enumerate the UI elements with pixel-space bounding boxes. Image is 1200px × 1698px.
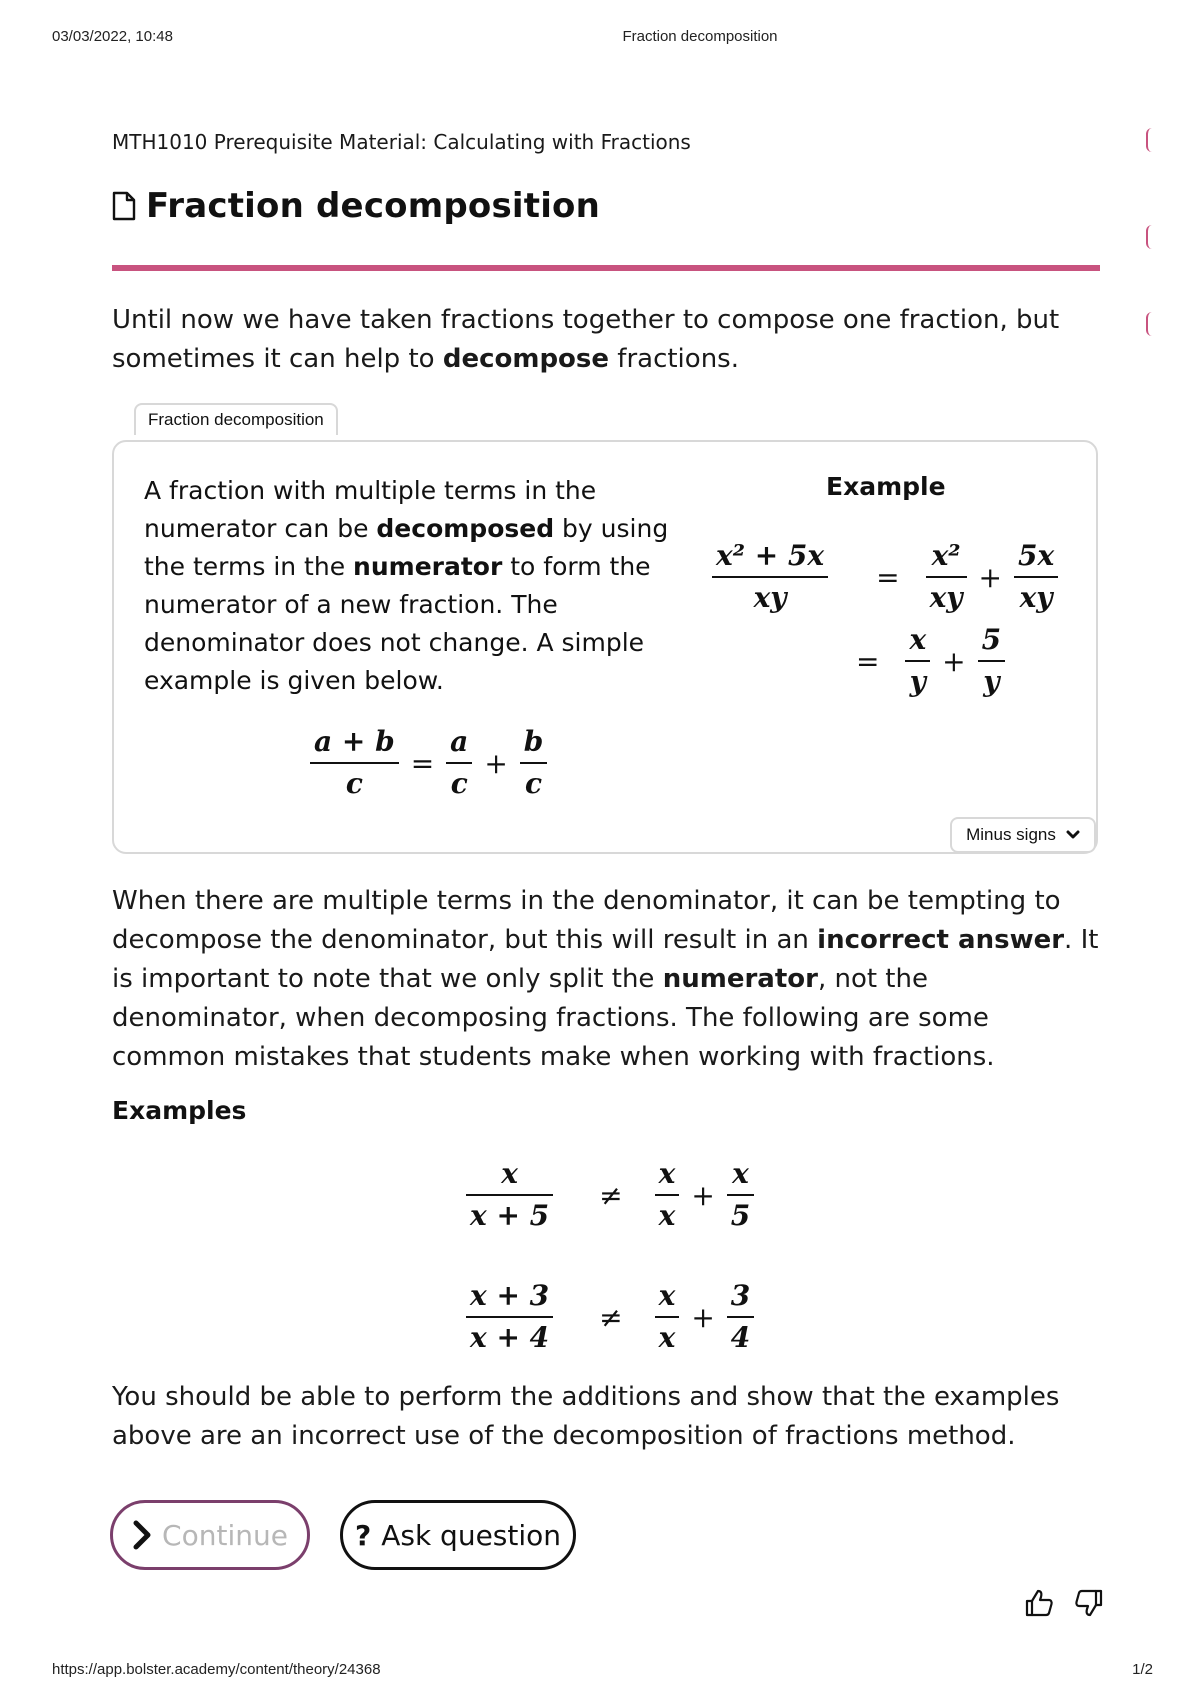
- intro-bold: decompose: [442, 344, 610, 374]
- minus-signs-label: Minus signs: [966, 825, 1056, 844]
- closing-paragraph: You should be able to perform the additions and show that the examples above are an incorrect use of the decomposition of fractions method.: [112, 1382, 1060, 1451]
- ask-question-label: Ask question: [381, 1518, 562, 1552]
- print-doc-title: Fraction decomposition: [622, 28, 778, 45]
- box-tab[interactable]: Fraction decomposition: [134, 403, 338, 435]
- mistake-example-1: $\frac{x}{x + 5}$ ≠ $\frac{x}{x}$ + $\frac{x}{5}$: [462, 1154, 758, 1236]
- example-title: Example: [826, 472, 946, 501]
- thumbs-up-icon[interactable]: [1024, 1588, 1054, 1618]
- print-url: https://app.bolster.academy/content/theory/24368: [52, 1661, 381, 1678]
- course-breadcrumb[interactable]: MTH1010 Prerequisite Material: Calculating with Fractions: [112, 130, 691, 154]
- example-line-1: $\frac{\text{x² + 5x}}{xy}$ = $\frac{\text{x²}}{xy}$ + $\frac{5x}{xy}$: [708, 536, 1062, 618]
- side-marker: [1146, 312, 1154, 336]
- mistake-example-2: $\frac{x + 3}{x + 4}$ ≠ $\frac{x}{x}$ + $\frac{3}{4}$: [462, 1276, 758, 1358]
- page-title: Fraction decomposition: [146, 186, 601, 226]
- box-text: A fraction with multiple terms in the numerator can be decomposed by using the terms in the numerator to form the numerator of a new fraction. The denominator does not change. A simple example is given below.: [144, 476, 669, 695]
- example-line-2: = $\frac{x}{y}$ + $\frac{5}{y}$: [856, 620, 1009, 702]
- continue-button[interactable]: [110, 1500, 310, 1570]
- side-marker: [1146, 128, 1154, 152]
- print-datetime: 03/03/2022, 10:48: [52, 28, 173, 45]
- minus-signs-dropdown[interactable]: [950, 817, 1096, 853]
- thumbs-down-icon[interactable]: [1074, 1588, 1104, 1618]
- ask-question-button[interactable]: [340, 1500, 576, 1570]
- general-formula: $\frac{a + b}{c}$ = $\frac{a}{c}$ + $\frac{b}{c}$: [306, 722, 551, 804]
- intro-paragraph: Until now we have taken fractions together to compose one fraction, but sometimes it can help to decompose fractions.: [112, 305, 1060, 374]
- denominator-paragraph: When there are multiple terms in the denominator, it can be tempting to decompose the denominator, but this will result in an incorrect answer. It is important to note that we only split the numerator, not the denominator, when decomposing fractions. The following are some common mistakes that students make when working with fractions.: [112, 886, 1099, 1072]
- examples-heading: Examples: [112, 1096, 247, 1125]
- continue-label: Continue: [162, 1518, 288, 1552]
- document-icon: [112, 191, 136, 221]
- side-marker: [1146, 225, 1154, 249]
- title-divider: [112, 265, 1100, 271]
- page-title-row: [112, 186, 600, 226]
- chevron-right-icon: [132, 1520, 152, 1550]
- chevron-down-icon: [1066, 830, 1080, 840]
- feedback-controls: [1024, 1588, 1104, 1618]
- print-page-number: 1/2: [1132, 1661, 1153, 1678]
- question-mark-icon: ?: [354, 1518, 372, 1552]
